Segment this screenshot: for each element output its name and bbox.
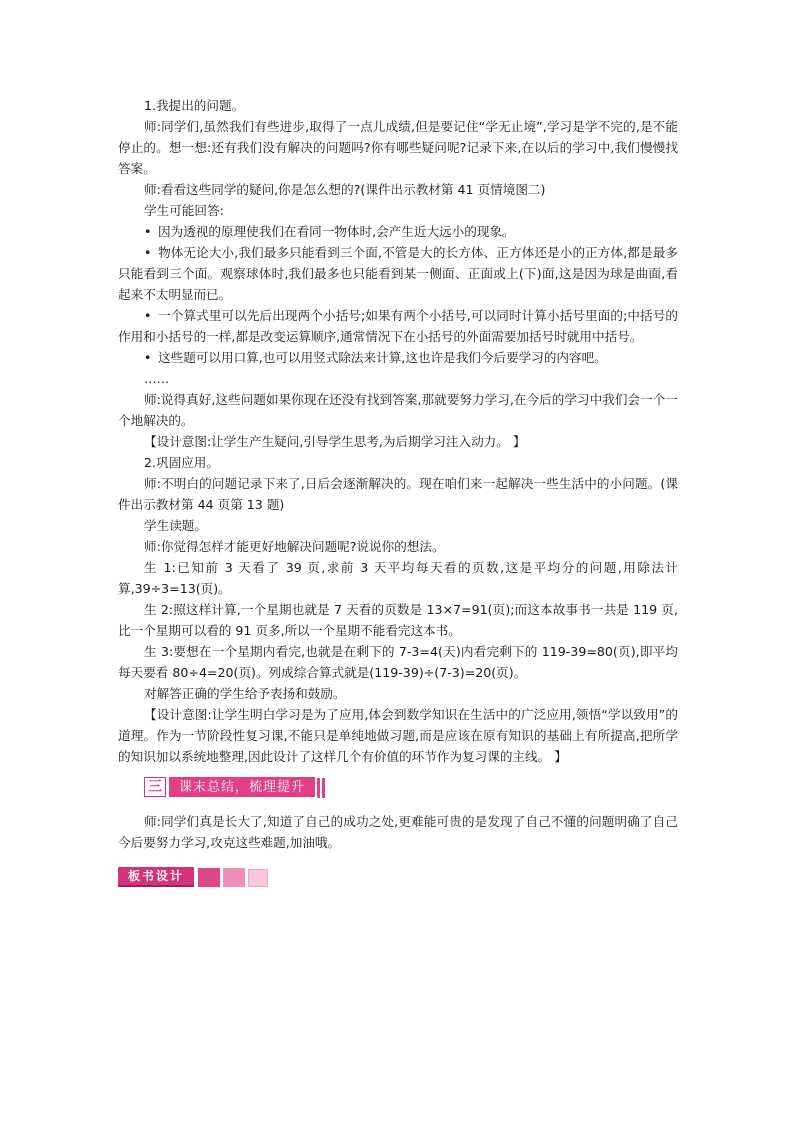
paragraph-group-a	[118, 95, 678, 221]
bullet-dot-icon: •	[144, 245, 152, 260]
bullet-text: 物体无论大小,我们最多只能看到三个面,不管是大的长方体、正方体还是小的正方体,都是最多只能看到三个面。观察球体时,我们最多也只能看到某一侧面、正面或上(下)面,这是因为球是曲面,看起来不太明显而已。	[118, 245, 678, 302]
student-answer: 生 2:照这样计算,一个星期也就是 7 天看的页数是 13×7=91(页);而这本故事书一共是 119 页,比一个星期可以看的 91 页多,所以一个星期不能看完这本书。	[118, 602, 678, 638]
bullet-dot-icon: •	[144, 350, 152, 365]
design-intent: 【设计意图:让学生明白学习是为了应用,体会到数学知识在生活中的广泛应用,领悟“学以致用”的道理。作为一节阶段性复习课,不能只是单纯地做习题,而是应该在原有知识的基础上有所提高,把所学的知识加以系统地整理,因此设计了这样几个有价值的环节作为复习课的主线。 】	[118, 707, 678, 764]
bullet-text: 因为透视的原理使我们在看同一物体时,会产生近大远小的现象。	[158, 224, 515, 239]
paragraph: 师:不明白的问题记录下来了,日后会逐渐解决的。现在咱们来一起解决一些生活中的小问题。(课件出示教材第 44 页第 13 题)	[118, 476, 678, 512]
paragraph: ……	[144, 371, 170, 386]
student-answer: 生 1:已知前 3 天看了 39 页,求前 3 天平均每天看的页数,这是平均分的问题,用除法计算,39÷3=13(页)。	[118, 560, 678, 596]
paragraph: 师:同学们,虽然我们有些进步,取得了一点儿成绩,但是要记住“学无止境”,学习是学不完的,是不能停止的。想一想:还有我们没有解决的问题吗?你有哪些疑问呢?记录下来,在以后的学习中,我们慢慢找答案。	[118, 119, 678, 176]
paragraph-group-c	[118, 811, 678, 853]
decor-square	[248, 869, 268, 887]
bullet-item	[118, 305, 678, 347]
paragraph: 师:说得真好,这些问题如果你现在还没有找到答案,那就要努力学习,在今后的学习中我们会一个一个地解决的。	[118, 392, 678, 428]
paragraph: 对解答正确的学生给予表扬和鼓励。	[144, 686, 346, 701]
bullet-dot-icon: •	[144, 224, 152, 239]
section-bar-decoration	[317, 777, 327, 799]
board-design-label: 板书设计	[118, 867, 194, 887]
decor-square	[198, 868, 220, 887]
paragraph-group-b	[118, 368, 678, 767]
lesson-content	[118, 95, 678, 887]
subheading: 2.巩固应用。	[144, 455, 219, 470]
decor-square	[223, 868, 245, 887]
student-answer: 生 3:要想在一个星期内看完,也就是在剩下的 7-3=4(天)内看完剩下的 119-39=80(页),即平均每天要看 80÷4=20(页)。列成综合算式就是(119-39)÷(7-3)=20(页)。	[118, 644, 678, 680]
section-header	[144, 777, 678, 799]
answer-bullets	[118, 221, 678, 368]
bullet-text: 这些题可以用口算,也可以用竖式除法来计算,这也许是我们今后要学习的内容吧。	[158, 350, 607, 365]
section-number: 三	[144, 777, 166, 797]
bullet-item	[118, 221, 678, 242]
design-intent: 【设计意图:让学生产生疑问,引导学生思考,为后期学习注入动力。 】	[144, 434, 526, 449]
paragraph: 师:看看这些同学的疑问,你是怎么想的?(课件出示教材第 41 页情境图二)	[144, 182, 546, 197]
bullet-item	[118, 347, 678, 368]
section-title: 课末总结，梳理提升	[169, 777, 315, 797]
paragraph: 学生读题。	[144, 518, 207, 533]
board-design-header	[118, 867, 678, 887]
bullet-item	[118, 242, 678, 305]
paragraph: 师:同学们真是长大了,知道了自己的成功之处,更难能可贵的是发现了自己不懂的问题明确了自己今后要努力学习,攻克这些难题,加油哦。	[118, 814, 678, 850]
paragraph: 1.我提出的问题。	[144, 98, 245, 113]
paragraph: 师:你觉得怎样才能更好地解决问题呢?说说你的想法。	[144, 539, 445, 554]
bullet-dot-icon: •	[144, 308, 152, 323]
paragraph: 学生可能回答:	[144, 203, 224, 218]
bullet-text: 一个算式里可以先后出现两个小括号;如果有两个小括号,可以同时计算小括号里面的;中括号的作用和小括号的一样,都是改变运算顺序,通常情况下在小括号的外面需要加括号时就用中括号。	[118, 308, 678, 344]
